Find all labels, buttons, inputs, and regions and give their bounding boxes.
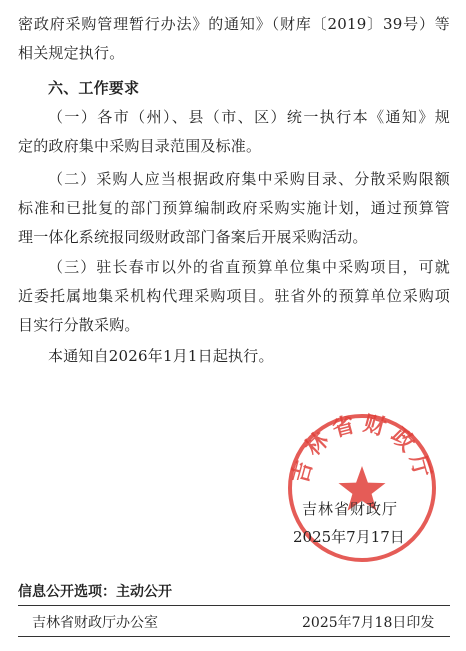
effective-date-line: 本通知自2026年1月1日起执行。 <box>48 347 274 365</box>
body-line-5: 定的政府集中采购目录范围及标准。 <box>18 137 262 155</box>
body-line-4: （一）各市（州）、县（市、区）统一执行本《通知》规 <box>48 108 450 126</box>
body-line-10: 近委托属地集采机构代理采购项目。驻省外的预算单位采购项 <box>18 287 450 305</box>
body-line-9: （三）驻长春市以外的省直预算单位集中采购项目，可就 <box>48 258 450 276</box>
body-line-2: 相关规定执行。 <box>18 44 125 62</box>
signing-organization: 吉林省财政厅 <box>302 500 399 518</box>
footer-print-date: 2025年7月18日印发 <box>302 615 435 631</box>
footer-top-rule <box>18 605 450 606</box>
signing-date: 2025年7月17日 <box>293 528 405 546</box>
section-heading: 六、工作要求 <box>48 79 140 97</box>
seal-text: 吉林省财政厅 <box>287 411 437 487</box>
body-line-8: 理一体化系统报同级财政部门备案后开展采购活动。 <box>18 228 368 246</box>
footer-issuer: 吉林省财政厅办公室 <box>32 615 158 631</box>
body-line-6: （二）采购人应当根据政府集中采购目录、分散采购限额 <box>48 170 450 188</box>
footer-bottom-rule <box>18 636 450 637</box>
body-line-7: 标准和已批复的部门预算编制政府采购实施计划，通过预算管 <box>18 199 450 217</box>
body-line-1: 密政府采购管理暂行办法》的通知》（财库〔2019〕39号）等 <box>18 15 450 33</box>
body-line-11: 目实行分散采购。 <box>18 316 140 334</box>
disclosure-option: 信息公开选项：主动公开 <box>18 584 172 600</box>
